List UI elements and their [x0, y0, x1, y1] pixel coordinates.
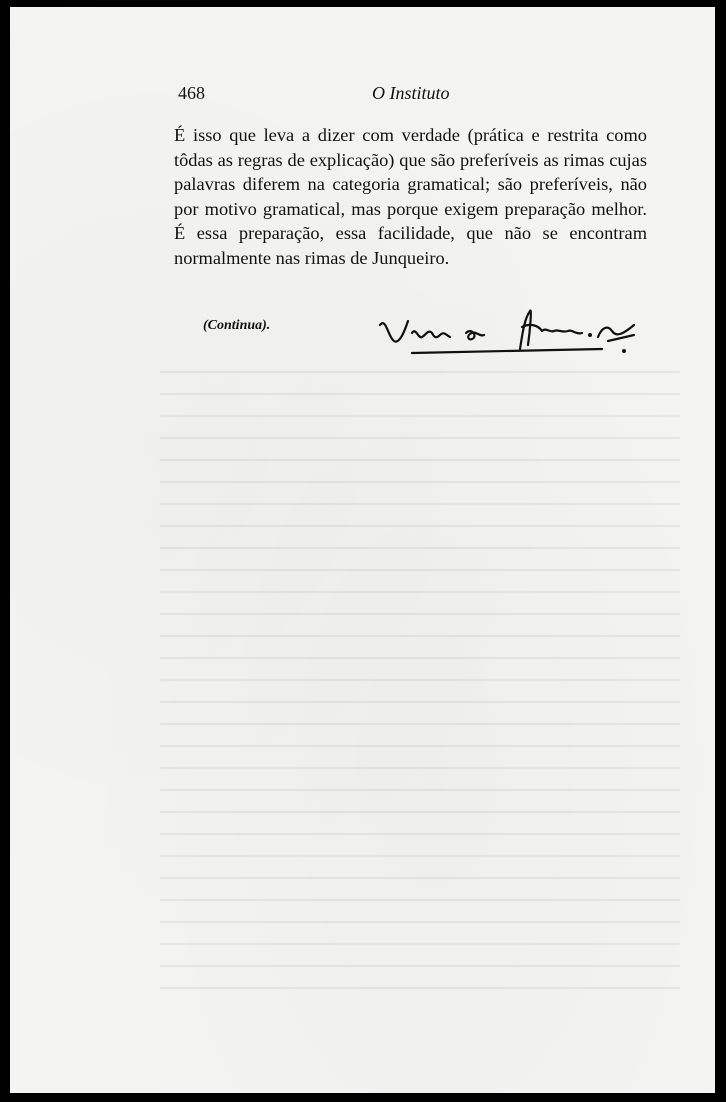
body-paragraph: É isso que leva a dizer com verdade (prática e restrita como tôdas as regras de explicação) que são preferíveis as rimas cujas palavras diferem na categoria gramatical; são preferíveis, não por motivo gramatical, mas porque exigem preparação melhor. É essa preparação, essa facilidade, que não se encontram normalmente nas rimas de Junqueiro.	[174, 125, 647, 268]
signature	[372, 297, 652, 367]
continua-note: (Continua).	[203, 318, 271, 333]
bleed-through-text	[160, 357, 680, 997]
page-number: 468	[178, 83, 205, 103]
page	[10, 7, 715, 1093]
running-title: O Instituto	[372, 83, 450, 103]
